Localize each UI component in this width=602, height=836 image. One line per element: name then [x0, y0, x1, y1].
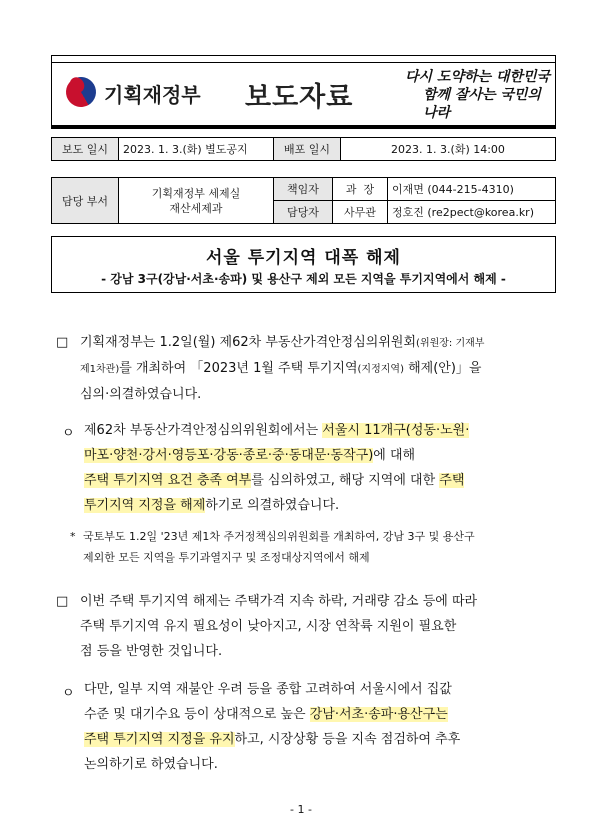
p1-text-f: 심의·의결하였습니다.	[80, 387, 202, 402]
p2-text-b: 에 대해	[373, 448, 416, 463]
department-line-1: 기획재정부 세제실	[151, 186, 241, 200]
p1-chair: (위원장: 기재부	[416, 338, 485, 349]
bullet-square-1: □	[56, 335, 69, 350]
p2-text-d: 하기로 의결하였습니다.	[205, 498, 340, 513]
distribution-value: 2023. 1. 3.(화) 14:00	[341, 138, 556, 161]
p1-designated: (지정지역)	[357, 364, 404, 375]
slogan-line-1: 다시 도약하는 대한민국	[405, 69, 550, 85]
paragraph-3	[80, 589, 556, 664]
p4-highlight-2: 주택 투기지역 지정을 유지	[84, 732, 235, 747]
header-top-rule	[52, 62, 555, 63]
header-bottom-rule	[52, 125, 555, 128]
press-header	[51, 55, 556, 129]
note-line-2: 제외한 모든 지역을 투기과열지구 및 조정대상지역에서 해제	[83, 551, 370, 564]
staff-label: 담당자	[274, 201, 333, 224]
p3-line-1: 이번 주택 투기지역 해제는 주택가격 지속 하락, 거래량 감소 등에 따라	[80, 594, 478, 609]
p2-highlight-2: 마포·양천·강서·영등포·강동·종로·중·동대문·동작구)	[84, 448, 374, 463]
p1-chair-cont: 제1차관)	[80, 364, 120, 375]
ministry-name: 기획재정부	[104, 83, 201, 107]
p3-line-2: 주택 투기지역 유지 필요성이 낮아지고, 시장 연착륙 지원이 필요한	[80, 619, 457, 634]
main-title: 서울 투기지역 대폭 해제	[206, 248, 401, 268]
release-label: 보도 일시	[52, 138, 119, 161]
bullet-circle-1: ㅇ	[62, 426, 75, 441]
slogan-line-2: 함께 잘사는 국민의 나라	[423, 87, 541, 121]
bullet-circle-2: ㅇ	[62, 686, 75, 701]
responsible-name: 이재면 (044-215-4310)	[388, 178, 556, 201]
p2-highlight-4: 주택	[439, 473, 465, 488]
page-number: - 1 -	[290, 803, 312, 816]
p1-text-a: 기획재정부는 1.2일(월) 제62차 부동산가격안정심의위원회	[80, 335, 417, 350]
p4-text-2a: 수준 및 대기수요 등이 상대적으로 높은	[84, 707, 310, 722]
p4-highlight-1: 강남·서초·송파·용산구는	[309, 707, 448, 722]
p2-text-a: 제62차 부동산가격안정심의위원회에서는	[84, 423, 323, 438]
department-line-2: 재산세제과	[169, 201, 223, 215]
contact-table	[51, 177, 556, 224]
slogan	[405, 68, 555, 122]
paragraph-4	[84, 677, 556, 777]
responsible-role: 과 장	[333, 178, 388, 201]
note-line-1: 국토부도 1.2일 '23년 제1차 주거정책심의위원회를 개최하여, 강남 3구 및 용산구	[83, 530, 475, 543]
paragraph-1	[80, 330, 555, 407]
p2-text-c: 를 심의하였고, 해당 지역에 대한	[251, 473, 440, 488]
title-box	[51, 236, 556, 293]
staff-role: 사무관	[333, 201, 388, 224]
p1-text-e: 해제(안)」을	[403, 361, 482, 376]
government-logo-icon	[61, 72, 102, 113]
p1-text-c: 를 개최하여 「2023년 1월 주택 투기지역	[119, 361, 358, 376]
p3-line-3: 점 등을 반영한 것입니다.	[80, 644, 223, 659]
department-value	[119, 178, 274, 224]
staff-name: 정호진 (re2pect@korea.kr)	[388, 201, 556, 224]
note-star: *	[70, 530, 76, 543]
bullet-square-2: □	[56, 594, 69, 609]
note	[83, 526, 555, 568]
subtitle: - 강남 3구(강남·서초·송파) 및 용산구 제외 모든 지역을 투기지역에서 해제 -	[101, 272, 506, 286]
release-value: 2023. 1. 3.(화) 별도공지	[119, 138, 274, 161]
press-release-label: 보도자료	[245, 82, 354, 113]
distribution-label: 배포 일시	[274, 138, 341, 161]
p4-line-1: 다만, 일부 지역 재불안 우려 등을 종합 고려하여 서울시에서 집값	[84, 682, 452, 697]
responsible-label: 책임자	[274, 178, 333, 201]
p4-text-3: 하고, 시장상황 등을 지속 점검하여 추후	[234, 732, 461, 747]
p4-line-4: 논의하기로 하였습니다.	[84, 757, 218, 772]
p2-highlight-1: 서울시 11개구(성동·노원·	[322, 423, 470, 438]
p2-highlight-3: 주택 투기지역 요건 충족 여부	[84, 473, 252, 488]
p2-highlight-5: 투기지역 지정을 해제	[84, 498, 206, 513]
department-label: 담당 부서	[52, 178, 119, 224]
release-info-table	[51, 137, 556, 161]
paragraph-2	[84, 418, 556, 518]
